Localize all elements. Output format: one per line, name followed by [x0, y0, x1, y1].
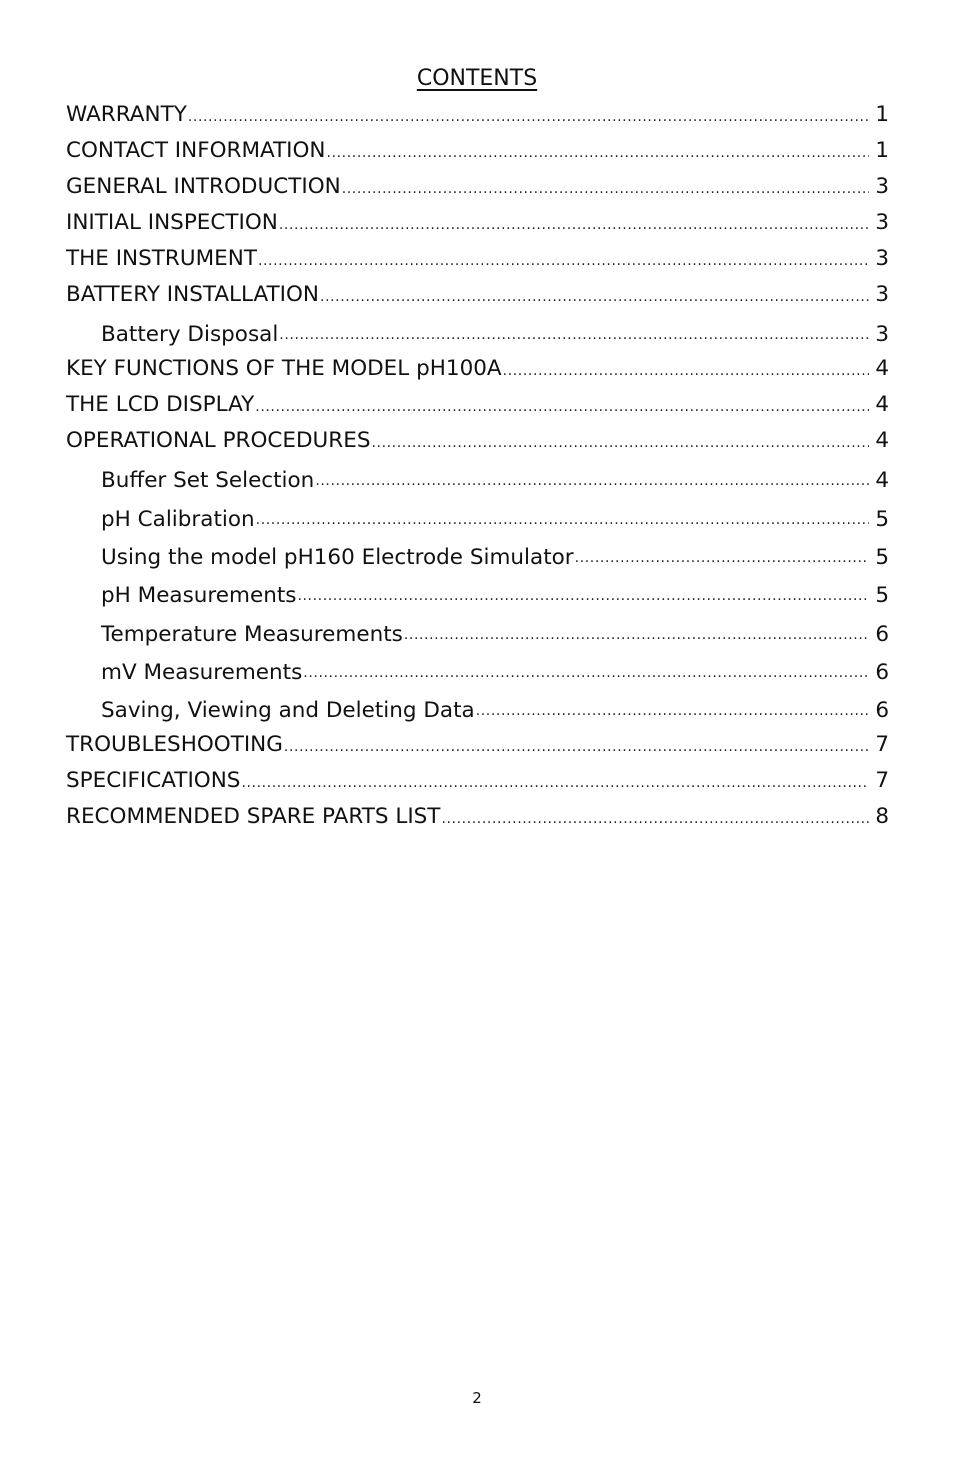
toc-entry-title: THE LCD DISPLAY — [66, 392, 255, 418]
toc-page-number: 7 — [875, 768, 889, 794]
toc-page-number: 4 — [875, 392, 889, 418]
toc-entry-general-introduction[interactable] — [66, 172, 889, 208]
toc-entry-title: CONTACT INFORMATION — [66, 138, 326, 163]
toc-entry-the-instrument[interactable] — [66, 244, 889, 280]
toc-page-number: 6 — [875, 621, 889, 647]
toc-entry-lcd-display[interactable] — [66, 390, 889, 426]
toc-entry-title: pH Measurements — [101, 583, 297, 609]
toc-page-number: 3 — [875, 210, 889, 235]
toc-entry-title: KEY FUNCTIONS OF THE MODEL pH100A — [66, 356, 502, 382]
toc-entry-initial-inspection[interactable] — [66, 208, 889, 244]
toc-page-number: 1 — [875, 138, 889, 163]
toc-entry-saving-viewing-deleting[interactable] — [66, 692, 889, 730]
toc-entry-buffer-set-selection[interactable] — [66, 462, 889, 500]
toc-entry-title: Buffer Set Selection — [101, 468, 315, 494]
toc-page-number: 1 — [875, 102, 889, 127]
dot-leader — [188, 102, 869, 132]
toc-page-number: 3 — [875, 246, 889, 271]
toc-entry-troubleshooting[interactable] — [66, 730, 889, 766]
toc-entry-spare-parts-list[interactable] — [66, 802, 889, 838]
toc-entry-title: WARRANTY — [66, 102, 187, 127]
toc-entry-title: TROUBLESHOOTING — [66, 732, 283, 758]
page-number-footer: 2 — [472, 1389, 482, 1407]
toc-entry-title: THE INSTRUMENT — [66, 246, 257, 271]
dot-leader — [279, 320, 869, 350]
toc-page-number: 3 — [875, 282, 889, 307]
toc-page-number: 6 — [875, 659, 889, 685]
toc-page-number: 7 — [875, 732, 889, 758]
dot-leader — [575, 543, 869, 573]
toc-entry-electrode-simulator[interactable] — [66, 539, 889, 577]
page-title: CONTENTS — [416, 66, 538, 91]
toc-entry-title: INITIAL INSPECTION — [66, 210, 278, 235]
toc-entry-operational-procedures[interactable] — [66, 426, 889, 462]
toc-entry-title: Battery Disposal — [101, 322, 279, 348]
toc-entry-battery-installation[interactable] — [66, 280, 889, 316]
dot-leader — [371, 428, 869, 458]
dot-leader — [315, 466, 869, 496]
dot-leader — [342, 174, 869, 204]
toc-entry-title: Using the model pH160 Electrode Simulator — [101, 545, 574, 571]
toc-entry-temperature-measurements[interactable] — [66, 615, 889, 653]
toc-entry-mv-measurements[interactable] — [66, 654, 889, 692]
toc-page-number: 3 — [875, 322, 889, 348]
toc-entry-title: RECOMMENDED SPARE PARTS LIST — [66, 804, 441, 830]
dot-leader — [320, 282, 869, 312]
dot-leader — [258, 246, 869, 276]
toc-page-number: 5 — [875, 583, 889, 609]
toc-entry-title: GENERAL INTRODUCTION — [66, 174, 341, 199]
dot-leader — [284, 732, 869, 762]
toc-page-number: 4 — [875, 468, 889, 494]
dot-leader — [327, 138, 869, 168]
toc-page-number: 3 — [875, 174, 889, 199]
toc-entry-title: mV Measurements — [101, 659, 303, 685]
dot-leader — [297, 581, 869, 611]
toc-entry-title: Saving, Viewing and Deleting Data — [101, 698, 475, 724]
toc-entry-title: SPECIFICATIONS — [66, 768, 241, 794]
toc-entry-title: Temperature Measurements — [101, 621, 403, 647]
toc-entry-warranty[interactable] — [66, 100, 889, 136]
toc-page-number: 8 — [875, 804, 889, 830]
dot-leader — [255, 392, 869, 422]
toc-page-number: 5 — [875, 545, 889, 571]
toc-entry-key-functions[interactable] — [66, 354, 889, 390]
toc-entry-ph-measurements[interactable] — [66, 577, 889, 615]
toc-entry-title: pH Calibration — [101, 506, 255, 532]
dot-leader — [441, 804, 869, 834]
table-of-contents — [66, 100, 889, 838]
dot-leader — [256, 505, 869, 535]
dot-leader — [279, 210, 869, 240]
dot-leader — [476, 696, 869, 726]
toc-page-number: 4 — [875, 428, 889, 454]
toc-entry-title: OPERATIONAL PROCEDURES — [66, 428, 371, 454]
toc-entry-contact-information[interactable] — [66, 136, 889, 172]
dot-leader — [303, 658, 869, 688]
toc-page-number: 6 — [875, 698, 889, 724]
dot-leader — [503, 356, 869, 386]
dot-leader — [404, 620, 869, 650]
toc-entry-specifications[interactable] — [66, 766, 889, 802]
toc-entry-title: BATTERY INSTALLATION — [66, 282, 320, 307]
dot-leader — [241, 768, 869, 798]
toc-entry-ph-calibration[interactable] — [66, 501, 889, 539]
toc-entry-battery-disposal[interactable] — [66, 316, 889, 354]
toc-page-number: 4 — [875, 356, 889, 382]
toc-page-number: 5 — [875, 506, 889, 532]
